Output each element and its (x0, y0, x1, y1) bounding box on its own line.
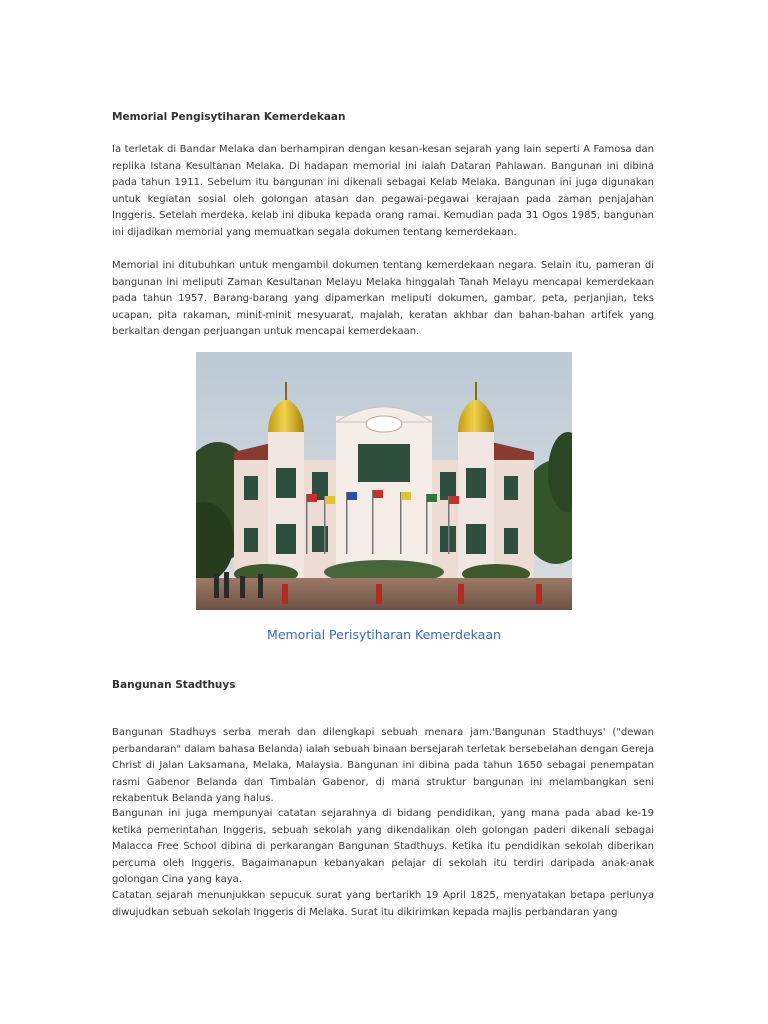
section-heading-stadthuys: Bangunan Stadthuys (112, 679, 236, 691)
figure-caption: Memorial Perisytiharan Kemerdekaan (267, 627, 501, 642)
paragraph-stadthuys-letter: Catatan sejarah menunjukkan sepucuk surat yang bertarikh 19 April 1825, menyatakan betapa perlunya diwujudkan sebuah sekolah Inggeris di Melaka. Surat itu dikirimkan kepada majlis perbandaran yang (112, 890, 654, 918)
section-heading-memorial: Memorial Pengisytiharan Kemerdekaan (112, 111, 346, 123)
memorial-building-photo (196, 352, 572, 610)
paragraph-stadthuys-intro: Bangunan Stadhuys serba merah dan dilengkapi sebuah menara jam.'Bangunan Stadthuys' ("dewan perbandaran" dalam bahasa Belanda) ialah sebuah binaan bersejarah terletak bersebelahan dengan Gereja Christ di Jalan Laksamana, Melaka, Malaysia. Bangunan ini dibina pada tahun 1650 sebagai penempatan rasmi Gabenor Belanda dan Timbalan Gabenor, di mana struktur bangunan ini melambangkan seni rekabentuk Belanda yang halus. (112, 727, 654, 804)
paragraph-stadthuys-education: Bangunan ini juga mempunyai catatan sejarahnya di bidang pendidikan, yang mana pada abad ke-19 ketika pemerintahan Inggeris, sebuah sekolah yang dikendalikan oleh golongan paderi dikenali sebagai Malacca Free School dibina di perkarangan Bangunan Stadthuys. Ketika itu pendidikan sekolah diberikan percuma oleh Inggeris. Bagaimanapun kebanyakan pelajar di sekolah itu terdiri daripada anak-anak golongan Cina yang kaya. (112, 808, 654, 885)
paragraph-memorial-purpose: Memorial ini ditubuhkan untuk mengambil dokumen tentang kemerdekaan negara. Selain itu, pameran di bangunan ini meliputi Zaman Kesultanan Melayu Melaka hinggalah Tanah Melayu mencapai kemerdekaan pada tahun 1957. Barang-barang yang dipamerkan meliputi dokumen, gambar, peta, perjanjian, teks ucapan, pita rakaman, minit-minit mesyuarat, majalah, keratan akhbar dan bahan-bahan artifek yang berkaitan dengan perjuangan untuk mencapai kemerdekaan. (112, 260, 654, 337)
paragraph-memorial-location: Ia terletak di Bandar Melaka dan berhampiran dengan kesan-kesan sejarah yang lain seperti A Famosa dan replika Istana Kesultanan Melaka. Di hadapan memorial ini ialah Dataran Pahlawan. Bangunan ini dibina pada tahun 1911. Sebelum itu bangunan ini dikenali sebagai Kelab Melaka. Bangunan ini juga digunakan untuk kegiatan sosial oleh golongan atasan dan pegawai-pegawai kerajaan pada zaman penjajahan Inggeris. Setelah merdeka, kelab ini dibuka kepada orang ramai. Kemudian pada 31 Ogos 1985, bangunan ini dijadikan memorial yang memuatkan segala dokumen tentang kemerdekaan. (112, 144, 654, 238)
